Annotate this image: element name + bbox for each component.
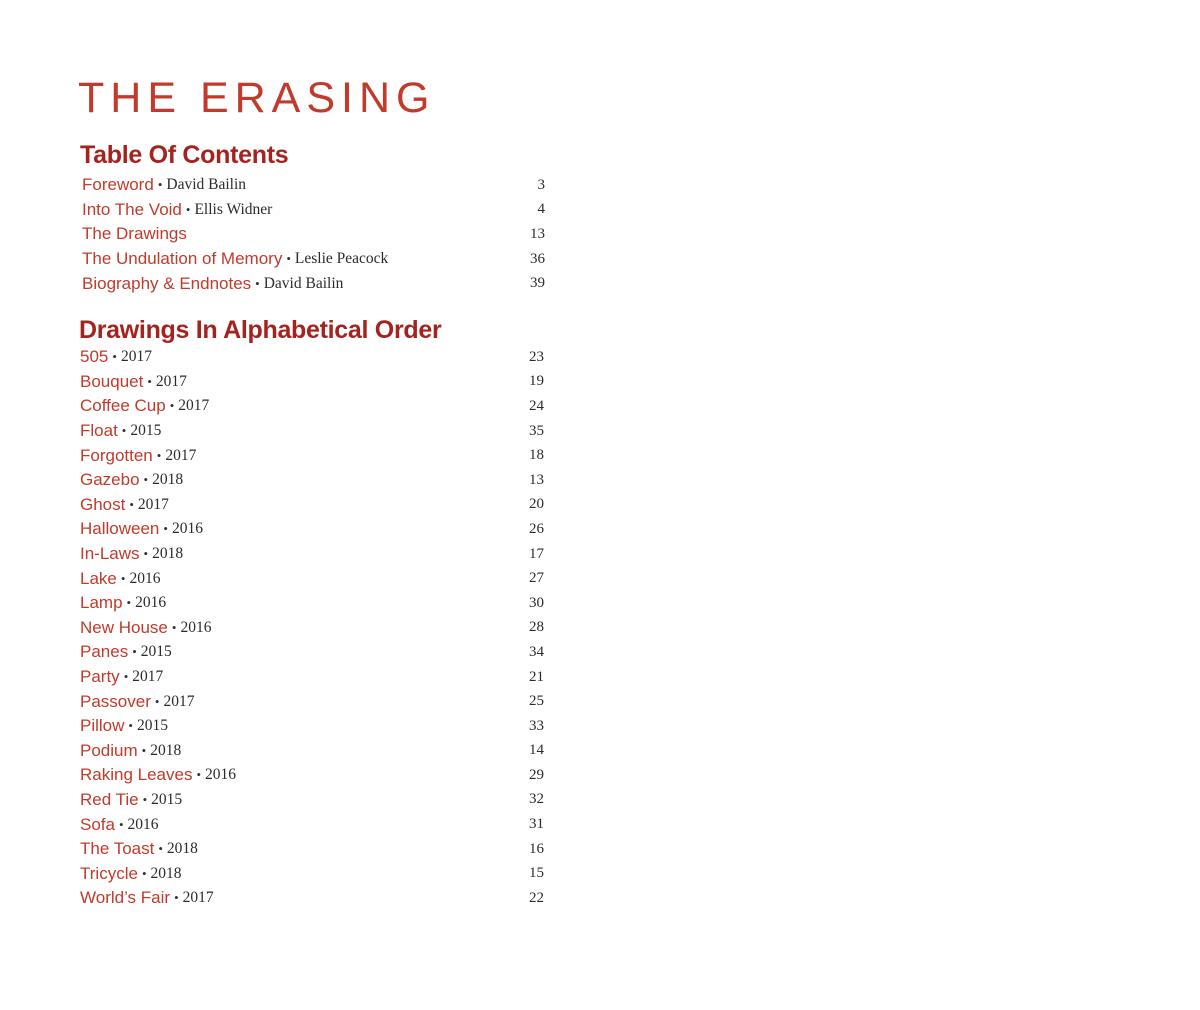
entry-title[interactable]: World’s Fair bbox=[80, 888, 171, 908]
bullet-separator: • bbox=[121, 423, 127, 439]
entry-title[interactable]: Passover bbox=[80, 691, 151, 711]
bullet-separator: • bbox=[123, 669, 129, 685]
bullet-separator: • bbox=[132, 644, 137, 660]
toc-entry[interactable] bbox=[80, 861, 544, 886]
toc-entry[interactable] bbox=[80, 517, 544, 542]
entry-author: David Bailin bbox=[263, 274, 344, 292]
entry-year: 2017 bbox=[155, 372, 187, 390]
page-number: 22 bbox=[529, 889, 544, 906]
entry-title[interactable]: Sofa bbox=[80, 814, 115, 834]
entry-author: Leslie Peacock bbox=[294, 250, 389, 268]
entry-title[interactable]: Biography & Endnotes bbox=[82, 273, 252, 293]
entry-year: 2017 bbox=[120, 348, 152, 366]
entry-title[interactable]: Forgotten bbox=[80, 445, 153, 465]
bullet-separator: • bbox=[185, 201, 191, 217]
entry-year: 2015 bbox=[136, 717, 168, 735]
entry-year: 2018 bbox=[166, 840, 198, 858]
page-number: 35 bbox=[529, 422, 544, 439]
toc-entry[interactable] bbox=[80, 640, 544, 665]
entry-title[interactable]: Lake bbox=[80, 568, 117, 588]
bullet-separator: • bbox=[169, 398, 175, 414]
entry-year: 2018 bbox=[152, 545, 184, 563]
toc-entry[interactable] bbox=[80, 345, 544, 370]
bullet-separator: • bbox=[286, 251, 291, 267]
entry-year: 2015 bbox=[151, 790, 183, 808]
entry-year: 2016 bbox=[205, 766, 237, 784]
entry-year: 2017 bbox=[137, 495, 169, 513]
entry-title[interactable]: Into The Void bbox=[82, 199, 182, 219]
page-number: 29 bbox=[529, 766, 544, 783]
entry-title[interactable]: The Drawings bbox=[82, 224, 187, 244]
page-number: 4 bbox=[537, 201, 545, 218]
entry-year: 2015 bbox=[130, 422, 162, 440]
book-title: THE ERASING bbox=[78, 74, 436, 122]
toc-entry[interactable] bbox=[80, 689, 544, 714]
toc-entry[interactable] bbox=[80, 837, 544, 862]
entry-title[interactable]: Halloween bbox=[80, 519, 160, 539]
entry-title[interactable]: Coffee Cup bbox=[80, 396, 166, 416]
bullet-separator: • bbox=[143, 546, 149, 562]
page-number: 14 bbox=[529, 742, 544, 759]
page-number: 31 bbox=[529, 816, 544, 833]
bullet-separator: • bbox=[120, 570, 126, 586]
entry-title[interactable]: Foreword bbox=[82, 175, 154, 195]
entry-year: 2016 bbox=[135, 594, 167, 612]
entry-title[interactable]: New House bbox=[80, 617, 168, 637]
page-number: 15 bbox=[529, 865, 544, 882]
toc-entry[interactable] bbox=[80, 419, 544, 444]
toc-entry[interactable] bbox=[80, 812, 544, 837]
page-number: 36 bbox=[530, 250, 545, 267]
page-number: 25 bbox=[529, 693, 544, 710]
entry-title[interactable]: Red Tie bbox=[80, 789, 139, 809]
bullet-separator: • bbox=[174, 890, 179, 906]
bullet-separator: • bbox=[141, 865, 147, 881]
page-number: 23 bbox=[529, 348, 544, 365]
entry-year: 2017 bbox=[178, 397, 210, 415]
bullet-separator: • bbox=[142, 791, 148, 807]
page-number: 32 bbox=[529, 791, 544, 808]
toc-entry[interactable] bbox=[80, 370, 544, 395]
entry-year: 2018 bbox=[150, 864, 182, 882]
entry-title[interactable]: Ghost bbox=[80, 494, 126, 514]
entry-title[interactable]: Podium bbox=[80, 740, 138, 760]
bullet-separator: • bbox=[171, 619, 177, 635]
entry-year: 2017 bbox=[132, 668, 164, 686]
page-number: 39 bbox=[530, 275, 545, 292]
toc-entry[interactable] bbox=[80, 591, 544, 616]
entry-title[interactable]: Lamp bbox=[80, 593, 123, 613]
entry-year: 2018 bbox=[150, 741, 182, 759]
bullet-separator: • bbox=[196, 767, 202, 783]
entry-title[interactable]: Party bbox=[80, 667, 120, 687]
alphabetical-heading: Drawings In Alphabetical Order bbox=[79, 316, 442, 344]
bullet-separator: • bbox=[118, 816, 124, 832]
toc-list bbox=[82, 173, 545, 296]
bullet-separator: • bbox=[163, 521, 168, 537]
alphabetical-list bbox=[80, 345, 544, 911]
entry-year: 2016 bbox=[129, 569, 161, 587]
toc-entry[interactable] bbox=[80, 763, 544, 788]
toc-heading: Table Of Contents bbox=[80, 141, 289, 169]
toc-entry[interactable] bbox=[80, 886, 544, 911]
entry-title[interactable]: Bouquet bbox=[80, 371, 144, 391]
toc-entry[interactable] bbox=[80, 714, 544, 739]
bullet-separator: • bbox=[128, 718, 133, 734]
entry-year: 2016 bbox=[127, 815, 159, 833]
toc-entry[interactable] bbox=[80, 739, 544, 764]
page-number: 16 bbox=[529, 840, 544, 857]
entry-author: Ellis Widner bbox=[194, 200, 273, 218]
entry-author: David Bailin bbox=[166, 176, 247, 194]
bullet-separator: • bbox=[158, 841, 163, 857]
page-number: 27 bbox=[529, 570, 544, 587]
toc-entry[interactable] bbox=[80, 542, 544, 567]
page-number: 21 bbox=[529, 668, 544, 685]
toc-entry[interactable] bbox=[80, 468, 544, 493]
bullet-separator: • bbox=[147, 373, 152, 389]
page-number: 3 bbox=[537, 176, 545, 193]
bullet-separator: • bbox=[143, 472, 149, 488]
page-number: 18 bbox=[529, 447, 544, 464]
toc-entry[interactable] bbox=[80, 443, 544, 468]
toc-entry[interactable] bbox=[82, 271, 545, 296]
entry-year: 2017 bbox=[182, 889, 214, 907]
page-number: 34 bbox=[529, 643, 544, 660]
entry-year: 2017 bbox=[163, 692, 195, 710]
page-number: 13 bbox=[530, 225, 545, 242]
entry-year: 2015 bbox=[140, 643, 172, 661]
page-number: 20 bbox=[529, 496, 544, 513]
bullet-separator: • bbox=[129, 496, 134, 512]
page-number: 19 bbox=[529, 373, 544, 390]
page-number: 28 bbox=[529, 619, 544, 636]
entry-title[interactable]: In-Laws bbox=[80, 544, 140, 564]
entry-year: 2018 bbox=[152, 471, 184, 489]
bullet-separator: • bbox=[157, 177, 163, 193]
toc-entry[interactable] bbox=[82, 198, 545, 223]
toc-entry[interactable] bbox=[82, 222, 545, 247]
bullet-separator: • bbox=[112, 349, 117, 365]
entry-title[interactable]: Panes bbox=[80, 642, 129, 662]
toc-entry[interactable] bbox=[80, 665, 544, 690]
bullet-separator: • bbox=[141, 742, 147, 758]
entry-year: 2016 bbox=[171, 520, 203, 538]
entry-title[interactable]: Tricycle bbox=[80, 863, 138, 883]
entry-title[interactable]: The Undulation of Memory bbox=[82, 249, 283, 269]
page-number: 26 bbox=[529, 520, 544, 537]
entry-title[interactable]: Pillow bbox=[80, 716, 125, 736]
bullet-separator: • bbox=[156, 447, 162, 463]
toc-entry[interactable] bbox=[80, 566, 544, 591]
entry-title[interactable]: Gazebo bbox=[80, 470, 140, 490]
bullet-separator: • bbox=[255, 275, 260, 291]
entry-title[interactable]: Raking Leaves bbox=[80, 765, 193, 785]
bullet-separator: • bbox=[154, 693, 160, 709]
entry-title[interactable]: 505 bbox=[80, 347, 109, 367]
entry-year: 2017 bbox=[165, 446, 197, 464]
toc-entry[interactable] bbox=[82, 247, 545, 272]
entry-title[interactable]: The Toast bbox=[80, 839, 155, 859]
toc-entry[interactable] bbox=[82, 173, 545, 198]
toc-entry[interactable] bbox=[80, 616, 544, 641]
page-number: 17 bbox=[529, 545, 544, 562]
toc-entry[interactable] bbox=[80, 493, 544, 518]
bullet-separator: • bbox=[126, 595, 132, 611]
entry-year: 2016 bbox=[180, 618, 212, 636]
page-number: 30 bbox=[529, 594, 544, 611]
entry-title[interactable]: Float bbox=[80, 421, 118, 441]
toc-entry[interactable] bbox=[80, 394, 544, 419]
page-number: 33 bbox=[529, 717, 544, 734]
toc-entry[interactable] bbox=[80, 788, 544, 813]
page-number: 13 bbox=[529, 471, 544, 488]
page-number: 24 bbox=[529, 397, 544, 414]
